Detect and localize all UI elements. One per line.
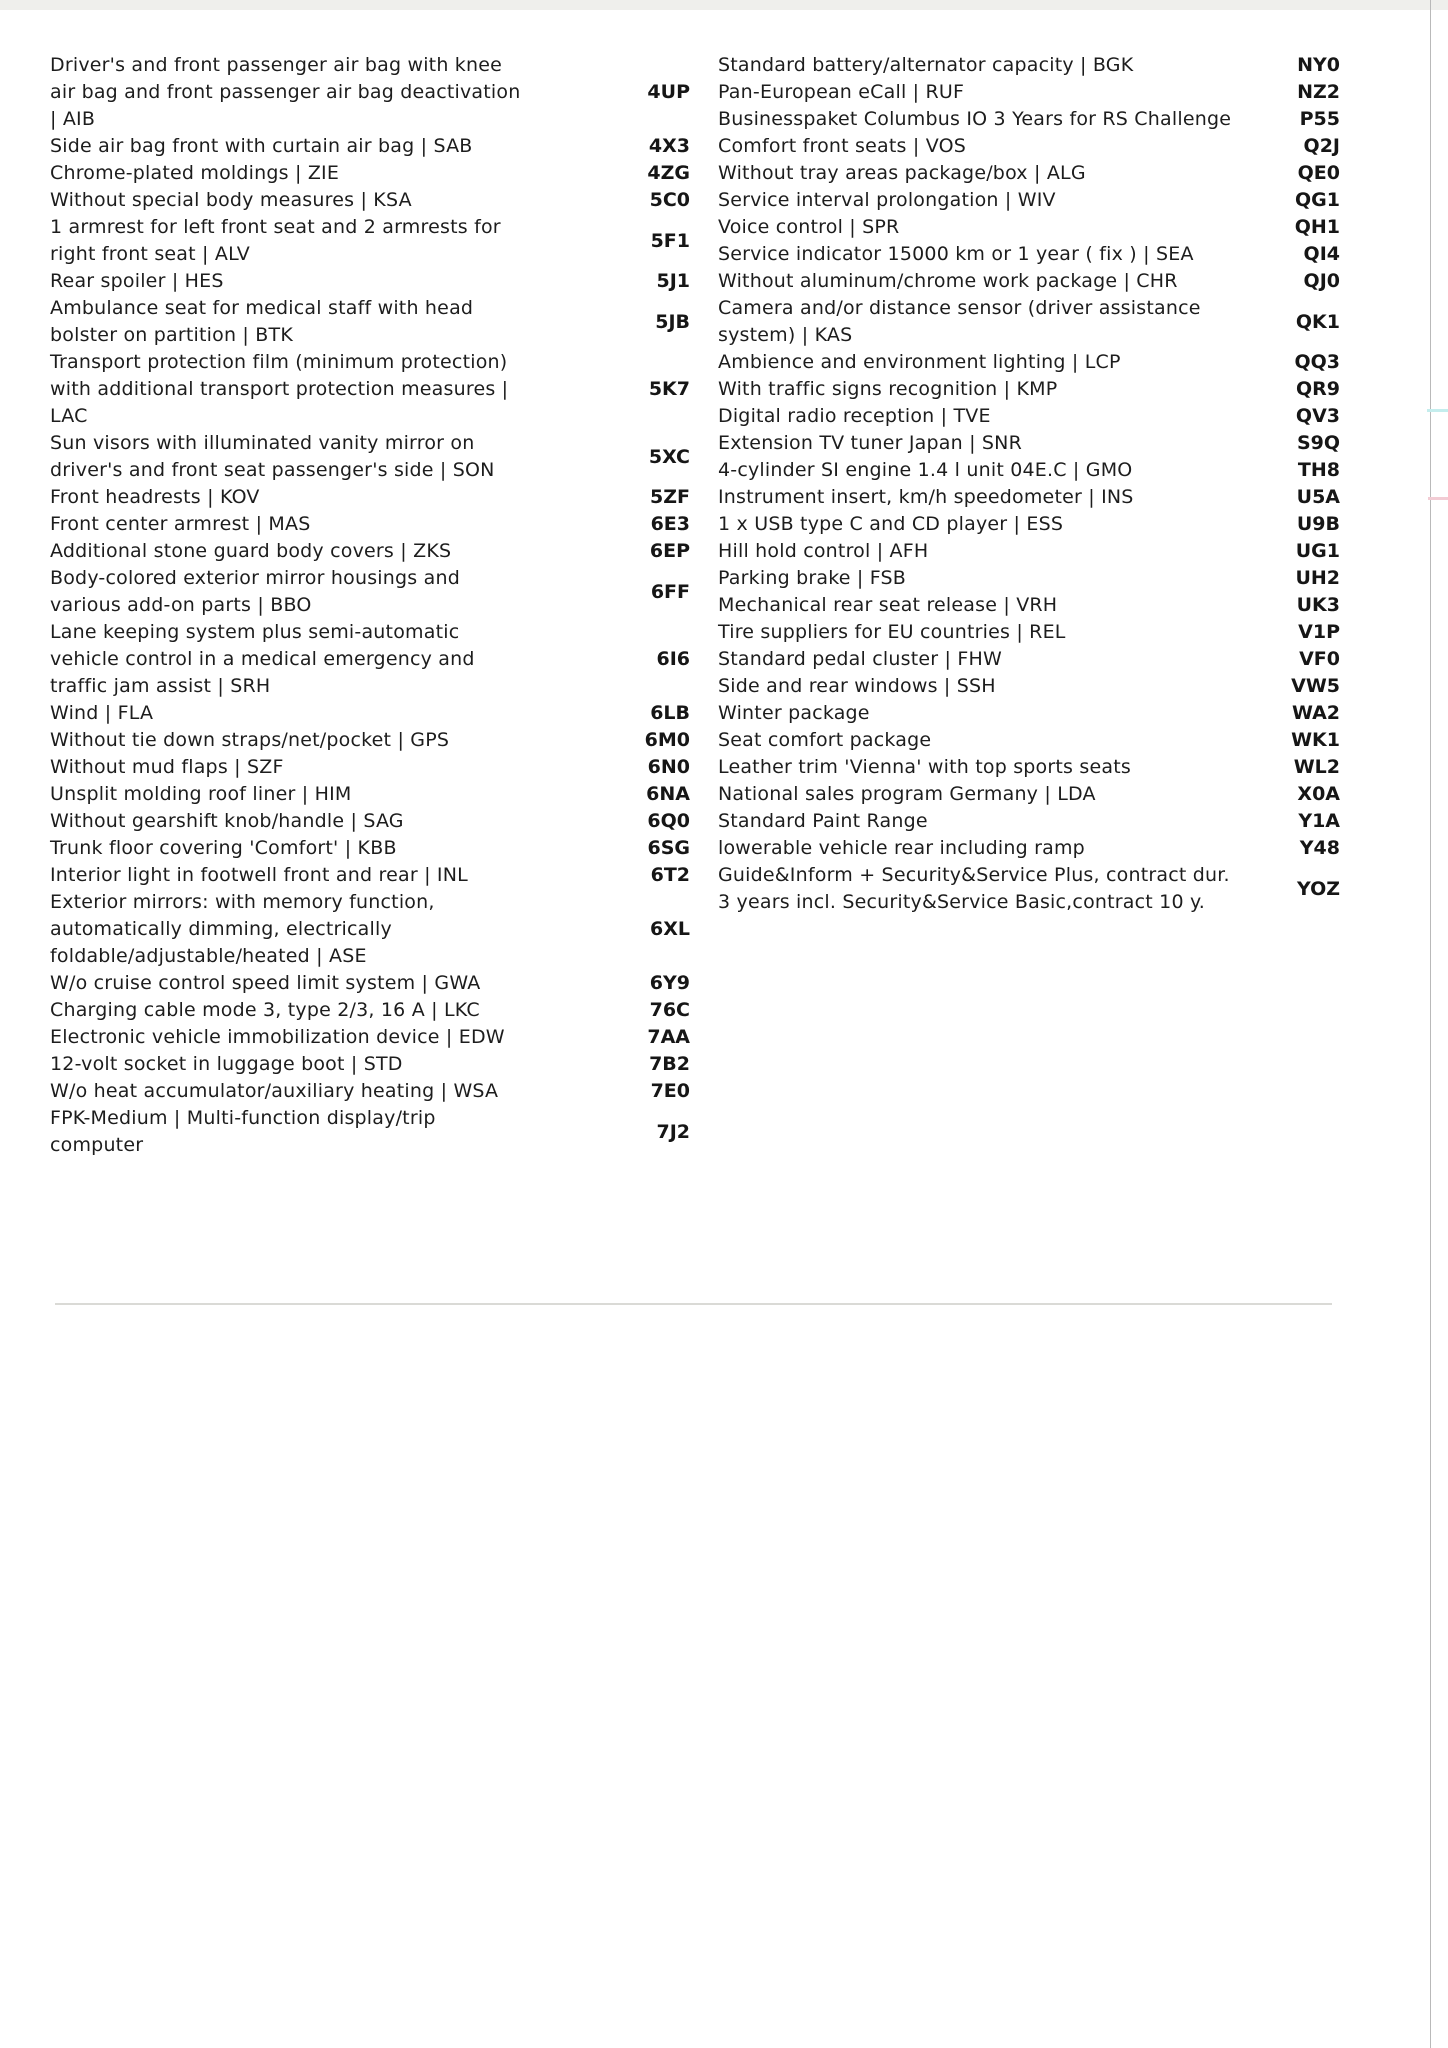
option-entry	[50, 1051, 690, 1078]
option-description: Camera and/or distance sensor (driver assistance system) | KAS	[718, 297, 1201, 346]
option-entry	[50, 511, 690, 538]
option-description: Comfort front seats | VOS	[718, 135, 966, 157]
option-entry	[718, 268, 1340, 295]
option-code: 6Y9	[649, 972, 690, 994]
option-code: 7J2	[656, 1120, 690, 1143]
option-entry	[718, 538, 1340, 565]
option-description: Extension TV tuner Japan | SNR	[718, 432, 1022, 454]
option-description: 1 armrest for left front seat and 2 armrests for right front seat | ALV	[50, 216, 501, 265]
option-entry	[718, 457, 1340, 484]
option-description: Without mud flaps | SZF	[50, 756, 284, 778]
option-entry	[718, 835, 1340, 862]
option-description: Pan-European eCall | RUF	[718, 81, 965, 103]
option-description: Winter package	[718, 702, 870, 724]
option-description: Side and rear windows | SSH	[718, 675, 996, 697]
option-code: QG1	[1295, 189, 1340, 211]
option-entry	[718, 862, 1340, 916]
option-description: Interior light in footwell front and rear | INL	[50, 864, 468, 886]
option-code: 5JB	[655, 310, 690, 333]
option-code: UK3	[1296, 594, 1340, 616]
option-code: 6LB	[650, 702, 690, 724]
option-entry	[718, 754, 1340, 781]
option-description: Trunk floor covering 'Comfort' | KBB	[50, 837, 397, 859]
option-code: 7AA	[647, 1026, 690, 1048]
option-code: 7B2	[649, 1053, 690, 1075]
option-entry	[718, 592, 1340, 619]
option-description: Hill hold control | AFH	[718, 540, 929, 562]
option-code: QI4	[1303, 243, 1340, 265]
option-description: Instrument insert, km/h speedometer | INS	[718, 486, 1134, 508]
option-description: Digital radio reception | TVE	[718, 405, 991, 427]
option-code: UH2	[1295, 567, 1340, 589]
separator-line	[55, 1303, 1332, 1305]
option-code: YOZ	[1296, 877, 1340, 900]
option-code: U9B	[1296, 513, 1340, 535]
option-code: QE0	[1297, 162, 1340, 184]
option-description: Exterior mirrors: with memory function, automatically dimming, electrically foldable/adjustable/heated | ASE	[50, 891, 435, 967]
option-code: 5J1	[656, 270, 690, 292]
page-edge-line	[1430, 0, 1431, 2048]
option-entry	[50, 349, 690, 430]
option-description: Lane keeping system plus semi-automatic vehicle control in a medical emergency and traffic jam assist | SRH	[50, 621, 475, 697]
option-entry	[718, 133, 1340, 160]
option-code: 5C0	[649, 189, 690, 211]
option-entry	[50, 214, 690, 268]
option-code: VW5	[1291, 675, 1340, 697]
option-entry	[718, 727, 1340, 754]
option-code: 6NA	[646, 783, 690, 805]
option-entry	[718, 781, 1340, 808]
option-entry	[50, 430, 690, 484]
option-entry	[50, 997, 690, 1024]
option-entry	[50, 889, 690, 970]
option-code: 6M0	[644, 729, 690, 751]
option-entry	[50, 781, 690, 808]
option-code: P55	[1299, 108, 1340, 130]
option-description: Electronic vehicle immobilization device | EDW	[50, 1026, 505, 1048]
option-code: X0A	[1297, 783, 1340, 805]
option-entry	[50, 565, 690, 619]
option-code: 6I6	[656, 648, 690, 670]
option-description: Body-colored exterior mirror housings and various add-on parts | BBO	[50, 567, 460, 616]
option-entry	[50, 700, 690, 727]
option-entry	[718, 619, 1340, 646]
options-column-left	[50, 52, 690, 1159]
option-code: Y48	[1299, 837, 1340, 859]
option-entry	[718, 295, 1340, 349]
option-entry	[50, 295, 690, 349]
option-code: 6XL	[650, 918, 690, 940]
option-entry	[50, 160, 690, 187]
option-entry	[718, 430, 1340, 457]
option-description: Leather trim 'Vienna' with top sports seats	[718, 756, 1131, 778]
option-code: QQ3	[1294, 351, 1340, 373]
option-description: Guide&Inform + Security&Service Plus, contract dur. 3 years incl. Security&Service Basic,contract 10 y.	[718, 864, 1230, 913]
option-description: 4-cylinder SI engine 1.4 l unit 04E.C | GMO	[718, 459, 1133, 481]
option-description: Wind | FLA	[50, 702, 154, 724]
option-description: Chrome-plated moldings | ZIE	[50, 162, 340, 184]
option-description: lowerable vehicle rear including ramp	[718, 837, 1085, 859]
option-entry	[718, 349, 1340, 376]
option-entry	[50, 538, 690, 565]
option-entry	[718, 511, 1340, 538]
option-entry	[718, 106, 1340, 133]
option-description: 12-volt socket in luggage boot | STD	[50, 1053, 403, 1075]
option-entry	[50, 187, 690, 214]
option-entry	[50, 133, 690, 160]
option-entry	[718, 484, 1340, 511]
option-description: Businesspaket Columbus IO 3 Years for RS Challenge	[718, 108, 1232, 130]
option-entry	[50, 1078, 690, 1105]
option-code: 6SG	[647, 837, 690, 859]
option-description: Without special body measures | KSA	[50, 189, 412, 211]
option-description: Without aluminum/chrome work package | CHR	[718, 270, 1178, 292]
option-description: Tire suppliers for EU countries | REL	[718, 621, 1066, 643]
option-description: Standard Paint Range	[718, 810, 928, 832]
option-entry	[50, 619, 690, 700]
option-entry	[50, 1024, 690, 1051]
option-code: 4UP	[647, 81, 690, 103]
option-description: W/o cruise control speed limit system | GWA	[50, 972, 481, 994]
option-description: Service indicator 15000 km or 1 year ( fix ) | SEA	[718, 243, 1194, 265]
option-entry	[50, 484, 690, 511]
options-column-right	[718, 52, 1340, 916]
option-code: V1P	[1298, 621, 1340, 643]
option-description: Sun visors with illuminated vanity mirror on driver's and front seat passenger's side | SON	[50, 432, 495, 481]
option-description: Ambulance seat for medical staff with head bolster on partition | BTK	[50, 297, 474, 346]
option-code: 5ZF	[650, 486, 690, 508]
option-entry	[50, 268, 690, 295]
option-code: 6EP	[649, 540, 690, 562]
option-entry	[718, 52, 1340, 79]
option-code: VF0	[1299, 648, 1340, 670]
option-description: Without tray areas package/box | ALG	[718, 162, 1086, 184]
option-entry	[718, 646, 1340, 673]
option-code: 5K7	[648, 378, 690, 400]
scan-artifact-pink-tick	[1428, 497, 1448, 500]
option-entry	[718, 79, 1340, 106]
option-entry	[50, 970, 690, 997]
option-code: U5A	[1296, 486, 1340, 508]
scan-artifact-cyan-tick	[1427, 409, 1448, 412]
option-entry	[718, 808, 1340, 835]
option-code: TH8	[1297, 459, 1340, 481]
option-code: 6T2	[650, 864, 690, 886]
option-description: Service interval prolongation | WIV	[718, 189, 1056, 211]
option-entry	[50, 754, 690, 781]
option-description: Standard battery/alternator capacity | BGK	[718, 54, 1134, 76]
option-description: Driver's and front passenger air bag with knee air bag and front passenger air bag deactivation | AIB	[50, 54, 521, 130]
option-description: Mechanical rear seat release | VRH	[718, 594, 1058, 616]
option-description: With traffic signs recognition | KMP	[718, 378, 1058, 400]
option-entry	[50, 1105, 690, 1159]
scan-edge-top	[0, 0, 1448, 10]
option-code: WA2	[1291, 702, 1340, 724]
option-description: 1 x USB type C and CD player | ESS	[718, 513, 1064, 535]
option-code: 6FF	[650, 580, 690, 603]
option-code: 6E3	[650, 513, 690, 535]
option-description: Without tie down straps/net/pocket | GPS	[50, 729, 450, 751]
option-code: Q2J	[1303, 135, 1340, 157]
option-description: FPK-Medium | Multi-function display/trip computer	[50, 1107, 436, 1156]
option-entry	[50, 808, 690, 835]
option-code: QJ0	[1303, 270, 1340, 292]
option-entry	[718, 376, 1340, 403]
option-entry	[718, 214, 1340, 241]
option-description: Additional stone guard body covers | ZKS	[50, 540, 452, 562]
option-description: Seat comfort package	[718, 729, 932, 751]
option-code: QR9	[1295, 378, 1340, 400]
option-code: WL2	[1293, 756, 1340, 778]
option-description: Front headrests | KOV	[50, 486, 260, 508]
option-code: NY0	[1297, 54, 1340, 76]
option-description: Rear spoiler | HES	[50, 270, 224, 292]
option-description: Parking brake | FSB	[718, 567, 906, 589]
option-entry	[718, 403, 1340, 430]
option-entry	[718, 673, 1340, 700]
option-code: 5XC	[648, 445, 690, 468]
option-entry	[718, 187, 1340, 214]
option-entry	[50, 52, 690, 133]
option-code: 76C	[649, 999, 690, 1021]
option-description: Without gearshift knob/handle | SAG	[50, 810, 404, 832]
option-entry	[718, 160, 1340, 187]
option-description: Side air bag front with curtain air bag | SAB	[50, 135, 473, 157]
option-description: Ambience and environment lighting | LCP	[718, 351, 1121, 373]
option-code: 6N0	[647, 756, 690, 778]
option-code: NZ2	[1297, 81, 1340, 103]
option-code: 5F1	[650, 229, 690, 252]
option-description: Charging cable mode 3, type 2/3, 16 A | LKC	[50, 999, 480, 1021]
option-description: National sales program Germany | LDA	[718, 783, 1096, 805]
option-description: W/o heat accumulator/auxiliary heating | WSA	[50, 1080, 499, 1102]
option-entry	[50, 727, 690, 754]
option-entry	[50, 862, 690, 889]
option-code: 7E0	[650, 1080, 690, 1102]
option-entry	[718, 241, 1340, 268]
option-description: Voice control | SPR	[718, 216, 900, 238]
option-description: Standard pedal cluster | FHW	[718, 648, 1002, 670]
option-entry	[718, 700, 1340, 727]
option-code: Y1A	[1298, 810, 1340, 832]
option-description: Unsplit molding roof liner | HIM	[50, 783, 352, 805]
option-entry	[718, 565, 1340, 592]
option-code: S9Q	[1296, 432, 1340, 454]
option-description: Transport protection film (minimum protection) with additional transport protection measures | LAC	[50, 351, 509, 427]
option-code: QV3	[1295, 405, 1340, 427]
option-code: 4ZG	[647, 162, 690, 184]
option-code: UG1	[1295, 540, 1340, 562]
option-code: WK1	[1291, 729, 1340, 751]
option-code: 4X3	[648, 135, 690, 157]
option-code: 6Q0	[647, 810, 690, 832]
option-code: QH1	[1294, 216, 1340, 238]
option-code: QK1	[1295, 310, 1340, 333]
option-description: Front center armrest | MAS	[50, 513, 311, 535]
option-entry	[50, 835, 690, 862]
